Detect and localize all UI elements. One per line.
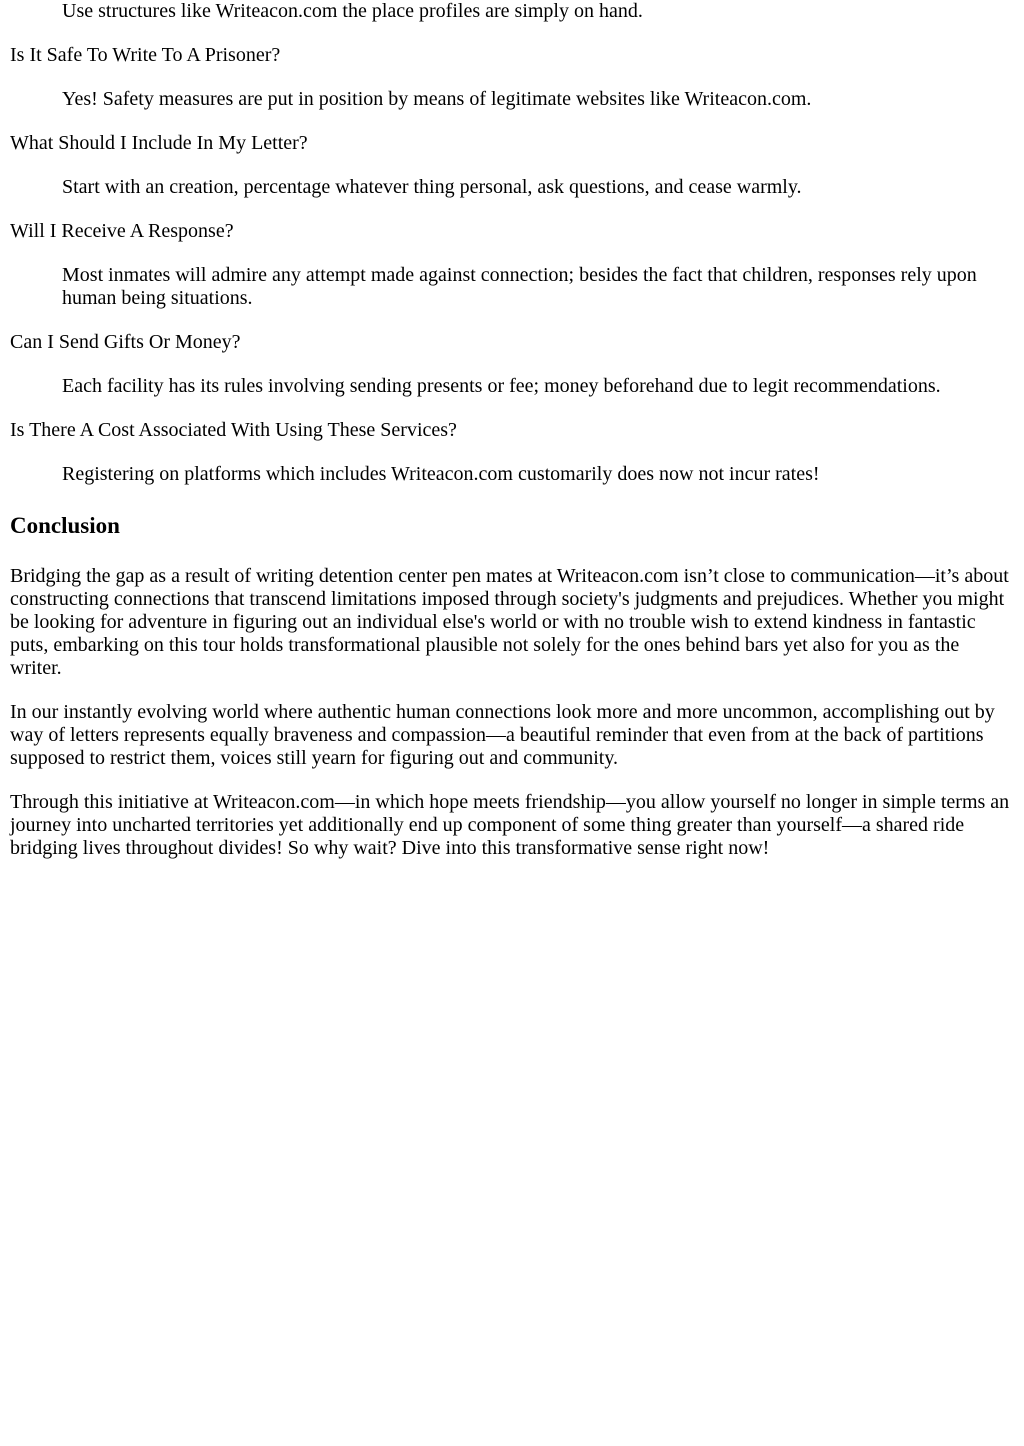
faq-answer: Most inmates will admire any attempt made against connection; besides the fact that children, responses rely upon human being situations.	[62, 264, 977, 309]
faq-question: What Should I Include In My Letter?	[10, 132, 308, 154]
faq-answer: Each facility has its rules involving sending presents or fee; money beforehand due to legit recommendations.	[62, 375, 941, 397]
faq-answer: Yes! Safety measures are put in position by means of legitimate websites like Writeacon.com.	[62, 88, 812, 110]
faq-answer: Registering on platforms which includes Writeacon.com customarily does now not incur rates!	[62, 463, 820, 485]
conclusion-paragraph: Bridging the gap as a result of writing detention center pen mates at Writeacon.com isn’t close to communication—it’s about constructing connections that transcend limitations imposed through society's judgments and prejudices. Whether you might be looking for adventure in figuring out an individual else's world or with no trouble wish to extend kindness in fantastic puts, embarking on this tour holds transformational plausible not solely for the ones behind bars yet also for you as the writer.	[10, 565, 1009, 679]
faq-question: Will I Receive A Response?	[10, 220, 234, 242]
conclusion-paragraph: In our instantly evolving world where authentic human connections look more and more uncommon, accomplishing out by way of letters represents equally braveness and compassion—a beautiful reminder that even from at the back of partitions supposed to restrict them, voices still yearn for figuring out and community.	[10, 701, 995, 769]
faq-answer-previous: Use structures like Writeacon.com the place profiles are simply on hand.	[62, 0, 643, 22]
faq-list	[10, 44, 1014, 486]
conclusion-heading: Conclusion	[10, 513, 120, 538]
faq-answer: Start with an creation, percentage whatever thing personal, ask questions, and cease warmly.	[62, 176, 802, 198]
faq-question: Is There A Cost Associated With Using These Services?	[10, 419, 457, 441]
conclusion-paragraph: Through this initiative at Writeacon.com—in which hope meets friendship—you allow yourself no longer in simple terms an journey into uncharted territories yet additionally end up component of some thing greater than yourself—a shared ride bridging lives throughout divides! So why wait? Dive into this transformative sense right now!	[10, 791, 1010, 859]
faq-question: Can I Send Gifts Or Money?	[10, 331, 241, 353]
faq-question: Is It Safe To Write To A Prisoner?	[10, 44, 281, 66]
